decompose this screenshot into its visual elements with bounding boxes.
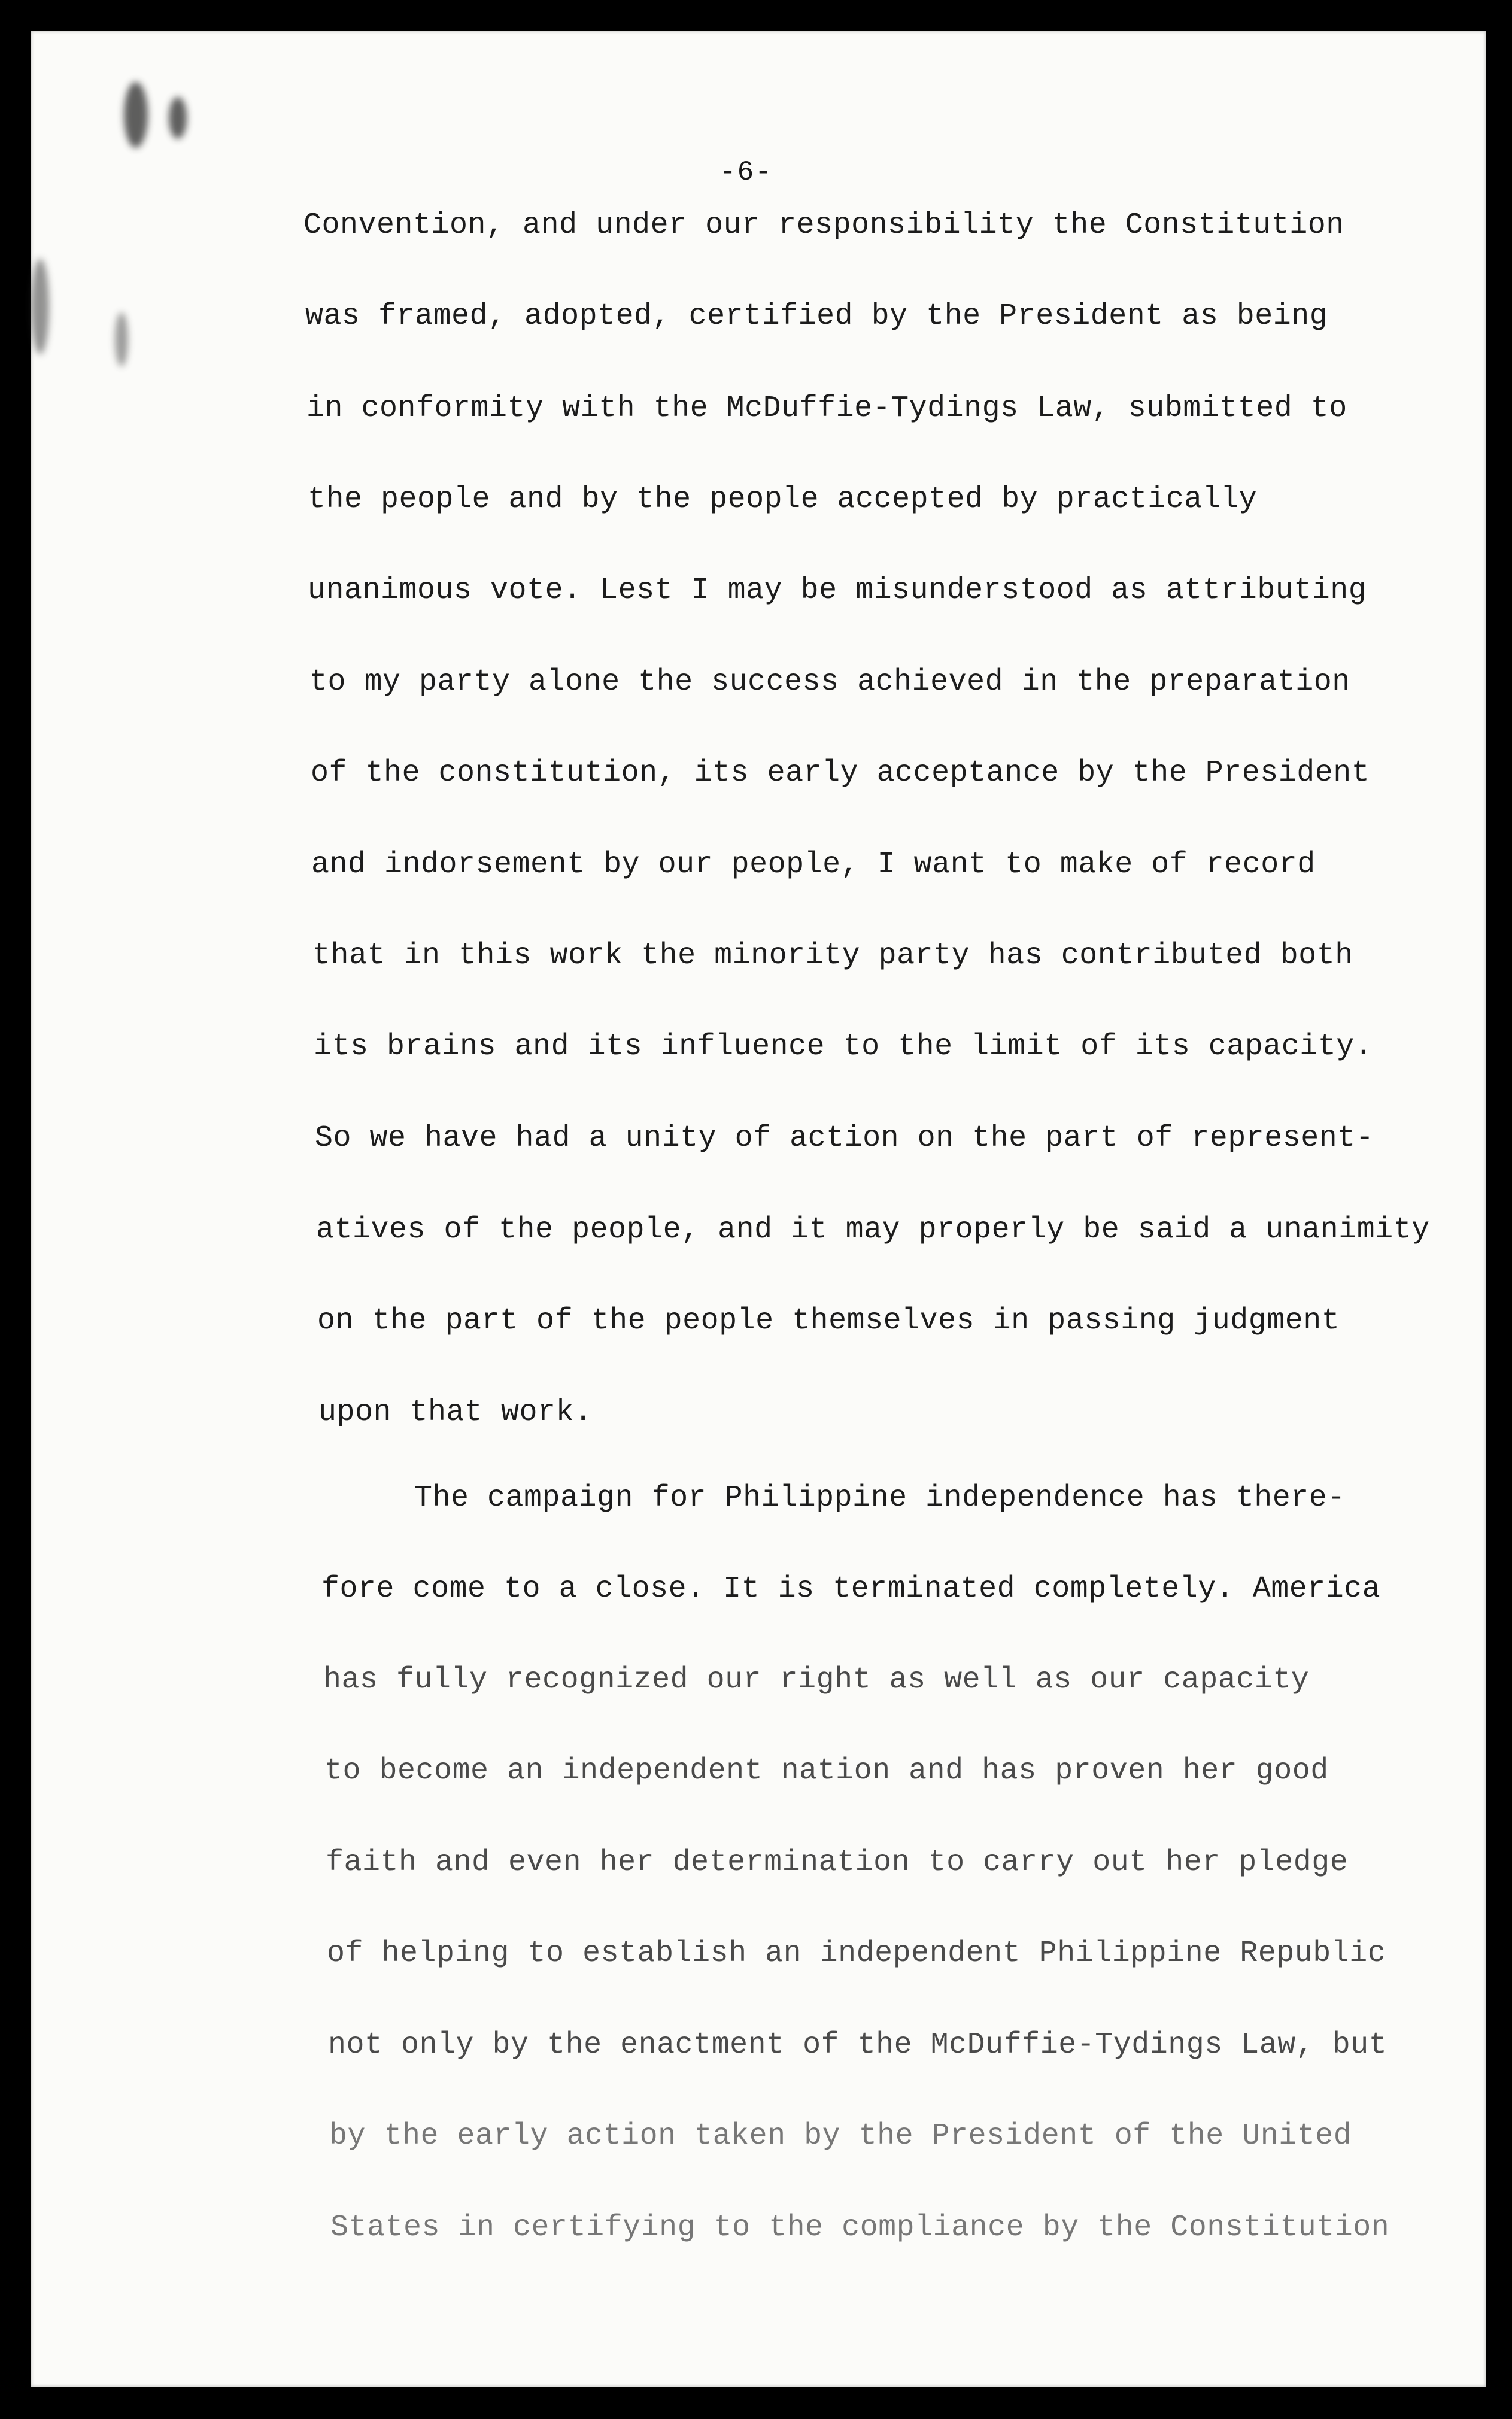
ink-smudge xyxy=(31,259,49,354)
text-line: unanimous vote. Lest I may be misunderstood as attributing xyxy=(308,573,1367,608)
text-line: was framed, adopted, certified by the President as being xyxy=(305,299,1328,333)
text-line: faith and even her determination to carry out her pledge xyxy=(326,1846,1349,1880)
text-line: The campaign for Philippine independence has there- xyxy=(414,1481,1346,1515)
text-line: to my party alone the success achieved in the preparation xyxy=(309,665,1350,699)
text-line: has fully recognized our right as well as our capacity xyxy=(323,1663,1310,1697)
text-line: in conformity with the McDuffie-Tydings Law, submitted to xyxy=(306,391,1347,426)
ink-smudge xyxy=(124,82,148,148)
text-line: to become an independent nation and has proven her good xyxy=(324,1754,1329,1788)
page-number: -6- xyxy=(719,157,773,188)
document-page xyxy=(31,31,1486,2387)
text-line: Convention, and under our responsibility the Constitution xyxy=(303,208,1344,242)
text-line: that in this work the minority party has contributed both xyxy=(312,939,1353,973)
text-line: atives of the people, and it may properly be said a unanimity xyxy=(316,1213,1430,1247)
ink-smudge xyxy=(115,312,128,366)
text-line: So we have had a unity of action on the part of represent- xyxy=(315,1121,1374,1155)
text-line: and indorsement by our people, I want to make of record xyxy=(311,848,1316,882)
text-line: of the constitution, its early acceptance by the President xyxy=(311,756,1370,790)
text-line: by the early action taken by the President of the United xyxy=(329,2119,1352,2153)
text-line: upon that work. xyxy=(318,1395,593,1429)
text-line: fore come to a close. It is terminated completely. America xyxy=(321,1572,1381,1606)
text-line: its brains and its influence to the limit of its capacity. xyxy=(314,1030,1373,1064)
text-line: on the part of the people themselves in passing judgment xyxy=(317,1304,1340,1338)
text-line: the people and by the people accepted by practically xyxy=(308,482,1258,517)
text-line: of helping to establish an independent Philippine Republic xyxy=(327,1937,1386,1971)
text-line: States in certifying to the compliance by the Constitution xyxy=(330,2211,1390,2245)
ink-smudge xyxy=(169,97,187,139)
text-line: not only by the enactment of the McDuffie-Tydings Law, but xyxy=(328,2028,1387,2062)
